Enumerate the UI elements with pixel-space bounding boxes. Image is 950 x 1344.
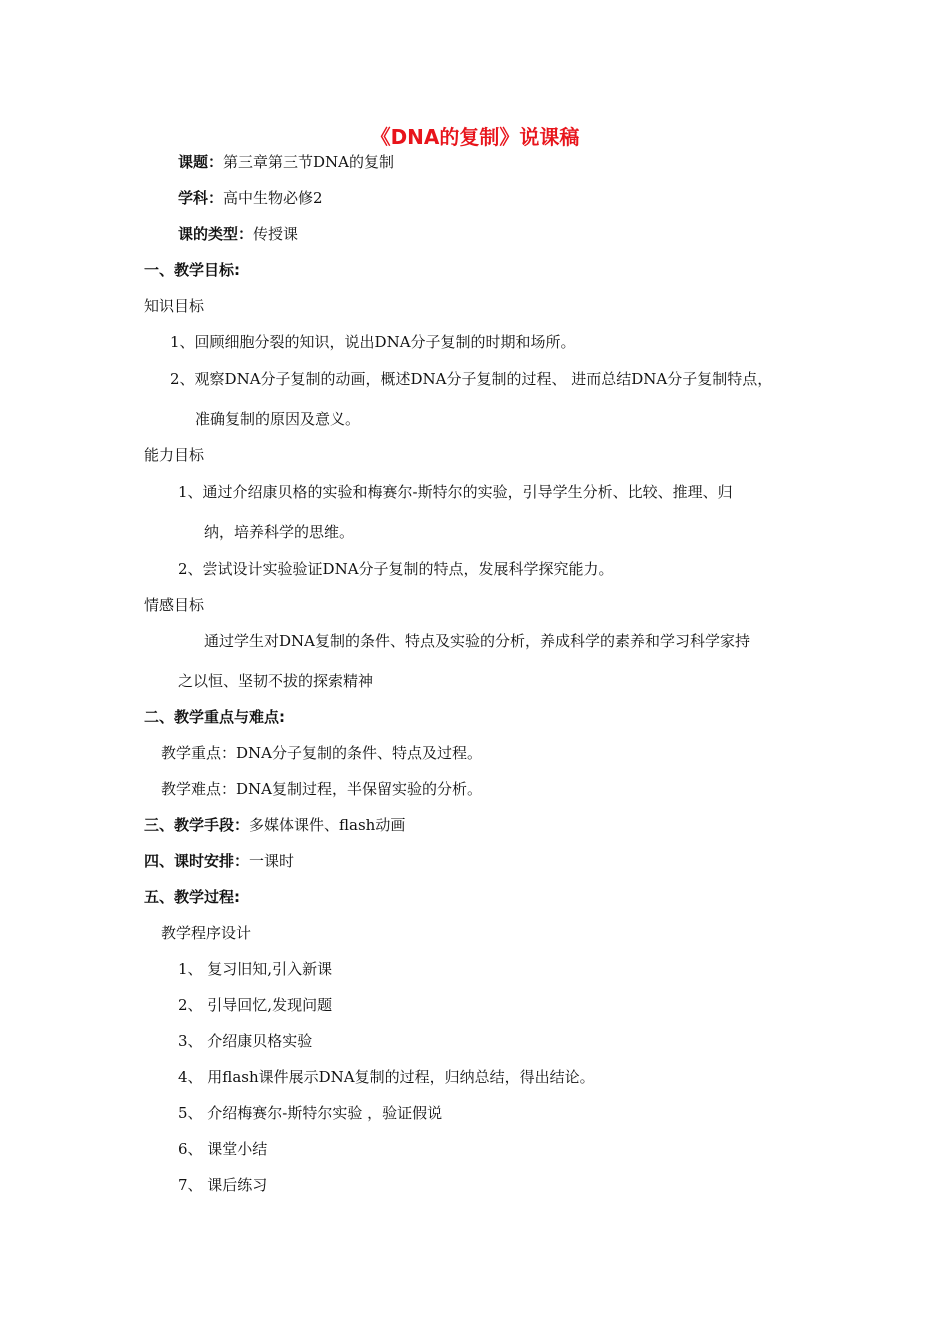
section-4-line bbox=[144, 851, 294, 871]
ability-goal-1: 1、通过介绍康贝格的实验和梅赛尔-斯特尔的实验，引导学生分析、比较、推理、归 bbox=[178, 483, 733, 501]
emotion-goal-cont: 之以恒、坚韧不拔的探索精神 bbox=[178, 672, 374, 690]
subject-label: 学科： bbox=[178, 189, 224, 207]
knowledge-goal-1: 1、回顾细胞分裂的知识，说出DNA分子复制的时期和场所。 bbox=[170, 333, 576, 351]
ability-goal-2: 2、尝试设计实验验证DNA分子复制的特点，发展科学探究能力。 bbox=[178, 560, 614, 578]
procedure-step: 4、 用flash课件展示DNA复制的过程，归纳总结，得出结论。 bbox=[178, 1068, 595, 1086]
section-5-heading: 五、教学过程: bbox=[144, 888, 240, 906]
procedure-step: 1、 复习旧知,引入新课 bbox=[178, 960, 333, 978]
ability-goal-1-cont: 纳，培养科学的思维。 bbox=[204, 523, 355, 541]
section-1-heading: 一、教学目标: bbox=[144, 261, 240, 279]
procedure-step: 7、 课后练习 bbox=[178, 1176, 268, 1194]
ability-goals-heading: 能力目标 bbox=[144, 446, 205, 464]
procedure-design-heading: 教学程序设计 bbox=[161, 924, 252, 942]
teaching-difficulty: 教学难点：DNA复制过程，半保留实验的分析。 bbox=[161, 780, 482, 798]
procedure-step: 3、 介绍康贝格实验 bbox=[178, 1032, 313, 1050]
section-4-value: 一课时 bbox=[249, 852, 295, 870]
section-3-value: 多媒体课件、flash动画 bbox=[249, 816, 406, 834]
section-2-heading: 二、教学重点与难点: bbox=[144, 708, 285, 726]
section-3-heading: 三、教学手段： bbox=[144, 816, 250, 834]
subject-line bbox=[178, 188, 323, 208]
lesson-type-line bbox=[178, 224, 298, 244]
lesson-type-label: 课的类型： bbox=[178, 225, 254, 243]
topic-line bbox=[178, 152, 394, 172]
subject-value: 高中生物必修2 bbox=[223, 189, 323, 207]
procedure-step: 6、 课堂小结 bbox=[178, 1140, 268, 1158]
knowledge-goal-2-cont: 准确复制的原因及意义。 bbox=[195, 410, 361, 428]
section-4-heading: 四、课时安排： bbox=[144, 852, 250, 870]
emotion-goal: 通过学生对DNA复制的条件、特点及实验的分析，养成科学的素养和学习科学家持 bbox=[204, 632, 750, 650]
topic-value: 第三章第三节DNA的复制 bbox=[223, 153, 395, 171]
knowledge-goals-heading: 知识目标 bbox=[144, 297, 205, 315]
teaching-focus: 教学重点：DNA分子复制的条件、特点及过程。 bbox=[161, 744, 482, 762]
lesson-type-value: 传授课 bbox=[253, 225, 299, 243]
procedure-step: 5、 介绍梅赛尔-斯特尔实验 ，验证假说 bbox=[178, 1104, 443, 1122]
procedure-step: 2、 引导回忆,发现问题 bbox=[178, 996, 333, 1014]
knowledge-goal-2: 2、观察DNA分子复制的动画，概述DNA分子复制的过程、 进而总结DNA分子复制特点， bbox=[170, 370, 773, 388]
topic-label: 课题： bbox=[178, 153, 224, 171]
document-title: 《DNA的复制》说课稿 bbox=[370, 125, 580, 149]
emotion-goals-heading: 情感目标 bbox=[144, 596, 205, 614]
section-3-line bbox=[144, 815, 405, 835]
